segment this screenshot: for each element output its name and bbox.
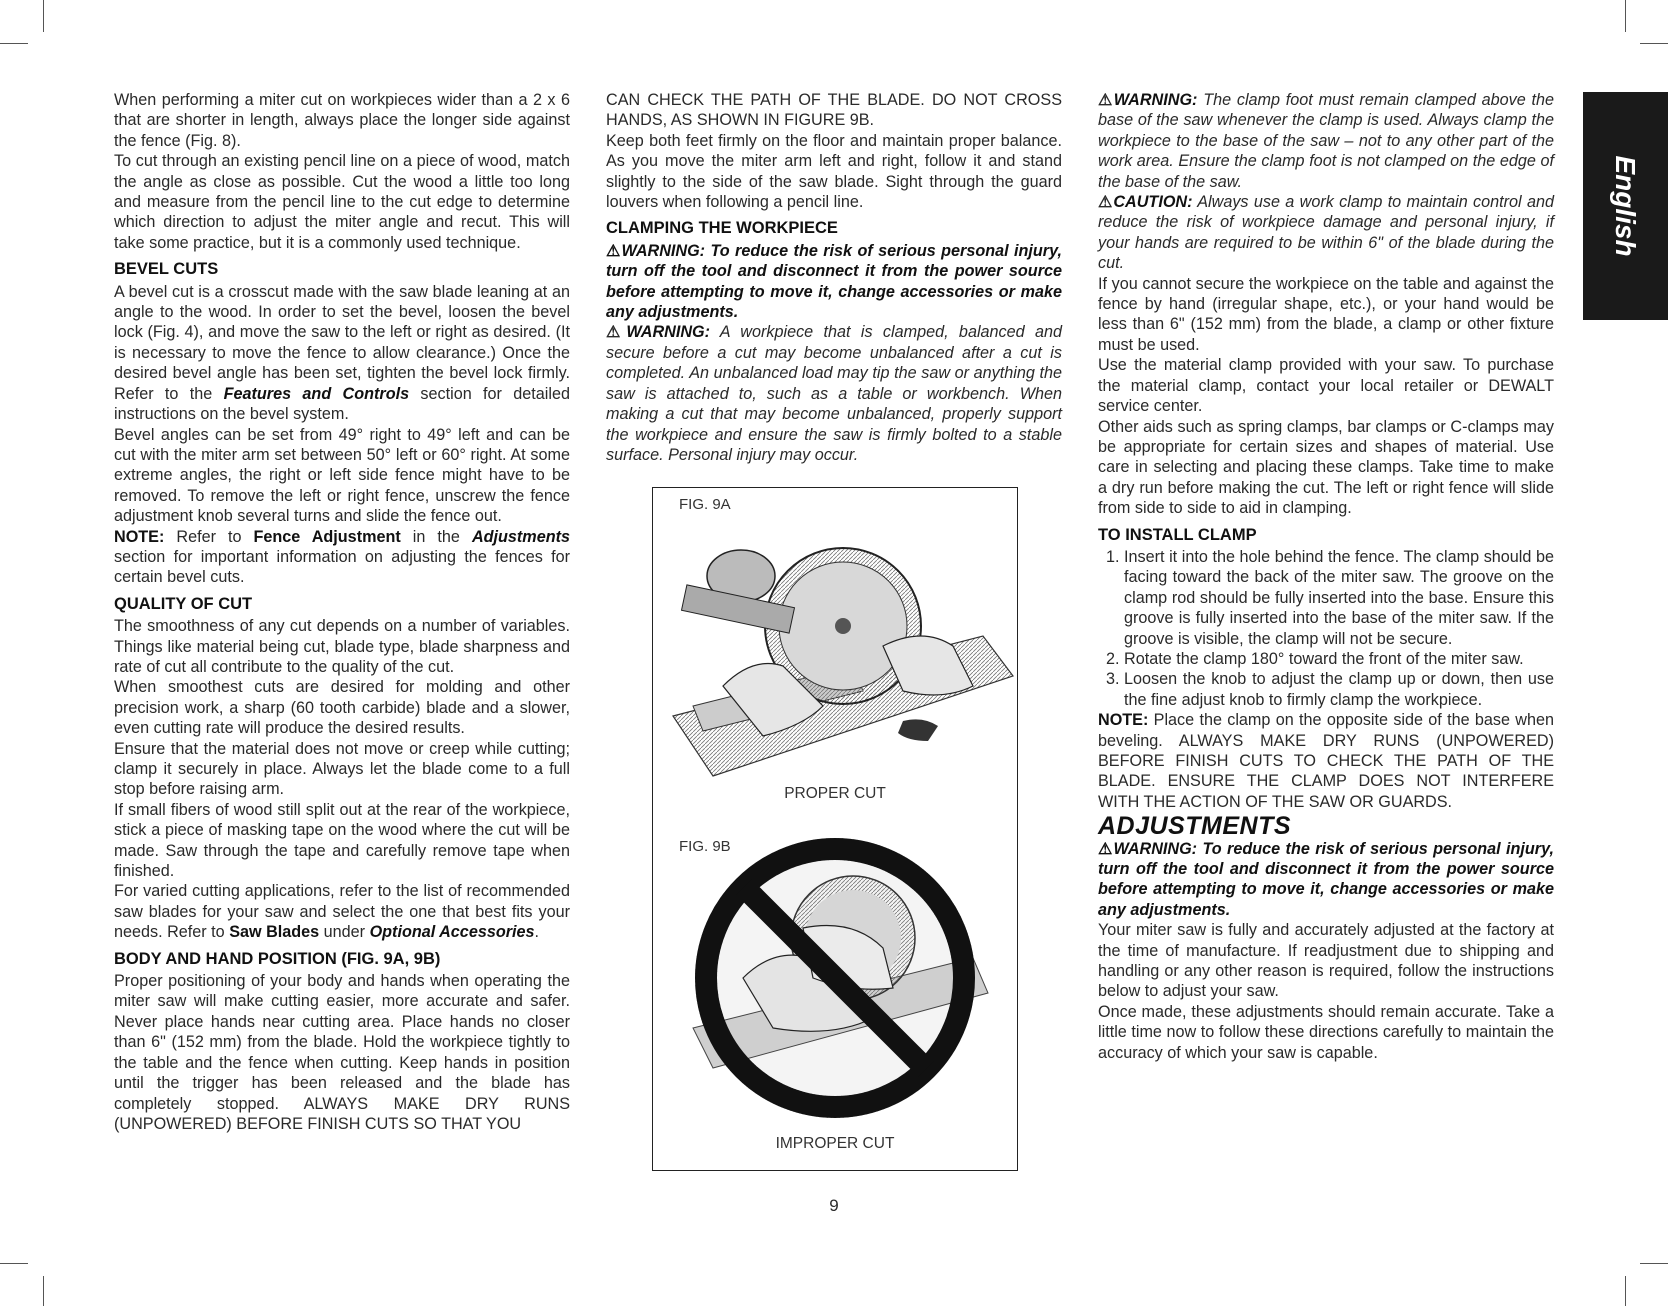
warning-paragraph: ⚠WARNING: A workpiece that is clamped, balanced and secure before a cut may become unbalanced after a cut is completed. An unbalanced load may tip the saw or anything the saw is attached to, such as a table or workbench. When making a cut that may become unbalanced, properly support the workpiece and ensure the saw is firmly bolted to a stable surface. Personal injury may occur. xyxy=(606,323,1063,464)
fig-9a-caption: PROPER CUT xyxy=(784,785,886,802)
paragraph: To cut through an existing pencil line on a piece of wood, match the angle as close as possible. Cut the wood a little too long and measure from the pencil line to the cut edge to determine which direction to adjust the miter angle and recut. This will take some practice, but it is a commonly used technique. xyxy=(114,152,570,252)
crop-mark xyxy=(1625,0,1626,32)
figure-9-box xyxy=(652,487,1018,1171)
paragraph: CAN CHECK THE PATH OF THE BLADE. DO NOT CROSS HANDS, AS SHOWN IN FIGURE 9B. xyxy=(606,91,1062,130)
crop-mark xyxy=(1625,1276,1626,1306)
warning-icon: ⚠ xyxy=(1098,91,1114,109)
install-steps-list xyxy=(1098,547,1554,710)
page-number: 9 xyxy=(829,1196,839,1215)
warning-icon: ⚠ xyxy=(1098,193,1114,212)
warning-icon: ⚠ xyxy=(606,241,622,260)
heading-adjustments: ADJUSTMENTS xyxy=(1098,812,1292,841)
fig-9b-caption: IMPROPER CUT xyxy=(775,1135,895,1152)
column-left xyxy=(114,90,570,1134)
caution-paragraph: ⚠CAUTION: Always use a work clamp to maintain control and reduce the risk of workpiece damage and personal injury, if your hands are required to be within 6" of the blade during the cut. xyxy=(1098,193,1554,273)
paragraph: For varied cutting applications, refer to the list of recommended saw blades for your saw and select the one that best fits your needs. Refer to Saw Blades under Optional Accessories. xyxy=(114,882,570,942)
paragraph: If small fibers of wood still split out at the rear of the workpiece, stick a piece of masking tape on the wood where the cut will be made. Saw through the tape and carefully remove tape when finished. xyxy=(114,800,570,881)
paragraph: Keep both feet firmly on the floor and maintain proper balance. As you move the miter arm left and right, follow it and stand slightly to the side of the saw blade. Sight through the guard louvers when following a pencil line. xyxy=(606,131,1062,212)
heading-body-and-hand-position: BODY AND HAND POSITION (FIG. 9A, 9B) xyxy=(114,949,441,968)
paragraph: Ensure that the material does not move or creep while cutting; clamp it securely in place. Always let the blade come to a full stop before raising arm. xyxy=(114,739,570,799)
crop-mark xyxy=(43,1276,44,1306)
paragraph: Proper positioning of your body and hands when operating the miter saw will make cutting easier, more accurate and safer. Never place hands near cutting area. Place hands no closer than 6" (152 mm) from the blade. Hold the workpiece tightly to the table and the fence when cutting. Keep hands in position until the trigger has been released and the blade has completely stopped. ALWAYS MAKE DRY RUNS (UNPOWERED) BEFORE FINISH CUTS SO THAT YOU xyxy=(114,972,570,1133)
column-right xyxy=(1098,90,1554,1063)
paragraph: Other aids such as spring clamps, bar clamps or C-clamps may be appropriate for certain sizes and shapes of material. Use care in selecting and placing these clamps. Take time to make a dry run before making the cut. The left or right fence will slide from side to side to aid in clamping. xyxy=(1098,417,1554,518)
crop-mark xyxy=(1640,43,1668,44)
crop-mark xyxy=(1640,1263,1668,1264)
warning-paragraph: ⚠WARNING: The clamp foot must remain clamped above the base of the saw whenever the clamp is used. Always clamp the workpiece to the base of the saw – not to any other part of the work area. Ensure the clamp foot is not clamped on the edge of the base of the saw. xyxy=(1098,91,1555,191)
paragraph: When performing a miter cut on workpieces wider than a 2 x 6 that are shorter in length, always place the longer side against the fence (Fig. 8). xyxy=(114,91,570,150)
crop-mark xyxy=(43,0,44,32)
warning-paragraph: ⚠WARNING: To reduce the risk of serious personal injury, turn off the tool and disconnect it from the power source before attempting to move it, change accessories or make any adjustments. xyxy=(606,241,1063,322)
heading-clamping-the-workpiece: CLAMPING THE WORKPIECE xyxy=(606,219,838,238)
column-middle xyxy=(606,90,1062,465)
paragraph: Your miter saw is fully and accurately adjusted at the factory at the time of manufacture. If readjustment due to shipping and handling or any other reason is required, follow the instructions below to adjust your saw. xyxy=(1098,921,1554,1001)
paragraph: The smoothness of any cut depends on a number of variables. Things like material being cut, blade type, blade sharpness and rate of cut all contribute to the quality of the cut. xyxy=(114,617,570,676)
crop-mark xyxy=(0,43,28,44)
paragraph: If you cannot secure the workpiece on the table and against the fence by hand (irregular shape, etc.), or your hand would be less than 6" (152 mm) from the blade, a clamp or other fixture must be used. xyxy=(1098,274,1554,354)
warning-paragraph: ⚠WARNING: To reduce the risk of serious personal injury, turn off the tool and disconnect it from the power source before attempting to move it, change accessories or make any adjustments. xyxy=(1098,839,1555,919)
paragraph: Once made, these adjustments should remain accurate. Take a little time now to follow these directions carefully to maintain the accuracy of which your saw is capable. xyxy=(1098,1002,1554,1062)
list-item: 3. Loosen the knob to adjust the clamp up or down, then use the fine adjust knob to firmly clamp the workpiece. xyxy=(1124,669,1554,710)
list-item: 1. Insert it into the hole behind the fence. The clamp should be facing toward the back of the miter saw. The groove on the clamp rod should be fully inserted into the base. Ensure this groove is fully inserted into the base of the miter saw. If the groove is visible, the clamp will not be secure. xyxy=(1124,547,1554,649)
heading-to-install-clamp: TO INSTALL CLAMP xyxy=(1098,525,1257,544)
proper-cut-illustration xyxy=(653,516,1017,786)
list-item: 2. Rotate the clamp 180° toward the front of the miter saw. xyxy=(1124,649,1554,669)
paragraph: When smoothest cuts are desired for molding and other precision work, a sharp (60 tooth carbide) blade and a slower, even cutting rate will produce the desired results. xyxy=(114,678,570,738)
note-paragraph: NOTE: Place the clamp on the opposite side of the base when beveling. ALWAYS MAKE DRY RUNS (UNPOWERED) BEFORE FINISH CUTS TO CHECK THE PATH OF THE BLADE. ENSURE THE CLAMP DOES NOT INTERFERE WITH THE ACTION OF THE SAW OR GUARDS. xyxy=(1098,711,1554,811)
paragraph: Use the material clamp provided with your saw. To purchase the material clamp, contact your local retailer or DEWALT service center. xyxy=(1098,356,1554,416)
crop-mark xyxy=(0,1263,28,1264)
fig-9a-label: FIG. 9A xyxy=(679,496,731,513)
fig-9b-label: FIG. 9B xyxy=(679,838,731,855)
improper-cut-illustration xyxy=(653,828,1017,1128)
paragraph: Bevel angles can be set from 49° right to 49° left and can be cut with the miter arm set between 50° left or 60° right. At some extreme angles, the right or left side fence might have to be removed. To remove the left or right fence, unscrew the fence adjustment knob several turns and slide the fence out. xyxy=(114,425,570,526)
language-tab-label: English xyxy=(1610,155,1641,257)
heading-quality-of-cut: QUALITY OF CUT xyxy=(114,594,253,613)
paragraph: A bevel cut is a crosscut made with the saw blade leaning at an angle to the wood. In order to set the bevel, loosen the bevel lock (Fig. 4), and move the saw to the left or right as desired. (It is necessary to move the fence to allow clearance.) Once the desired bevel angle has been set, tighten the bevel lock firmly. Refer to the Features and Controls section for detailed instructions on the bevel system. xyxy=(114,282,570,424)
warning-icon: ⚠ xyxy=(606,323,627,342)
warning-icon: ⚠ xyxy=(1098,839,1114,858)
language-tab xyxy=(1583,92,1668,320)
note-paragraph: NOTE: Refer to Fence Adjustment in the Adjustments section for important information on adjusting the fences for certain bevel cuts. xyxy=(114,527,570,587)
heading-bevel-cuts: BEVEL CUTS xyxy=(114,260,219,279)
